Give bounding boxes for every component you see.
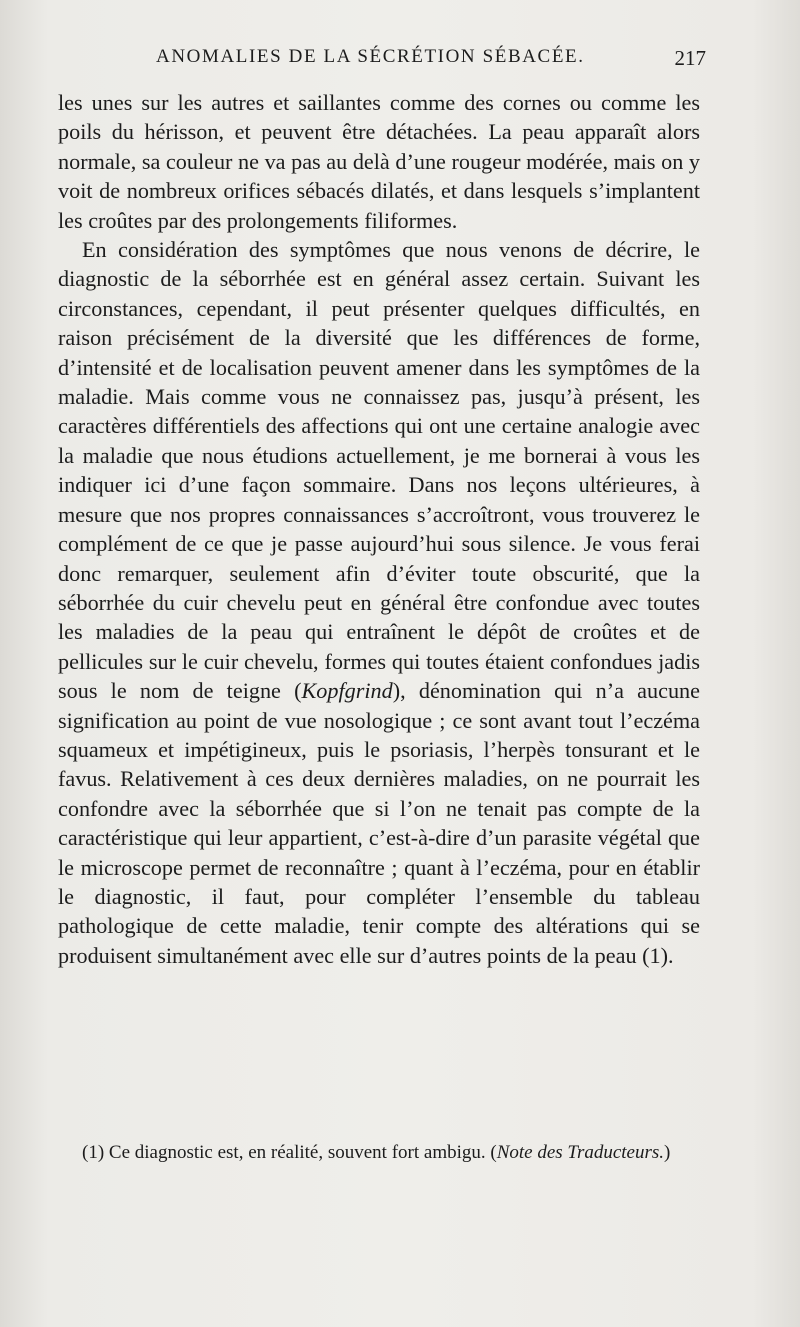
footnote-body: (1) Ce diagnostic est, en réalité, souvent fort ambigu. (	[82, 1142, 497, 1163]
paragraph-text: En considération des symptômes que nous venons de décrire, le diagnostic de la séborrhée est en général assez certain. Suivant les circonstances, cependant, il peut présenter quelques difficultés, en raison précisément de la diversité que les différences de forme, d’intensité et de localisation peuvent amener dans les symptômes de la maladie. Mais comme vous ne connaissez pas, jusqu’à présent, les caractères différentiels des affections qui ont une certaine analogie avec la maladie que nous étudions actuellement, je me bornerai à vous les indiquer ici d’une façon sommaire. Dans nos leçons ultérieures, à mesure que nos propres connaissances s’accroîtront, vous trouverez le complément de ce que je passe aujourd’hui sous silence. Je vous ferai donc remarquer, seulement afin d’éviter toute obscurité, que la séborrhée du cuir chevelu peut en général être confondue avec toutes les maladies de la peau qui entraînent le dépôt de croûtes et de pellicules sur le cuir chevelu, formes qui toutes étaient confondues jadis sous le nom de teigne (	[58, 237, 700, 704]
footnote-text	[58, 1140, 700, 1165]
paragraph: les unes sur les autres et saillantes comme des cornes ou comme les poils du hérisson, et peuvent être détachées. La peau apparaît alors normale, sa couleur ne va pas au delà d’une rougeur modérée, mais on y voit de nombreux orifices sébacés dilatés, et dans lesquels s’implantent les croûtes par des prolongements filiformes.	[58, 90, 700, 233]
italic-term: Kopfgrind	[301, 678, 393, 704]
chapter-title: ANOMALIES DE LA SÉCRÉTION SÉBACÉE.	[156, 46, 585, 67]
footnote	[58, 1140, 700, 1165]
footnote-italic: Note des Traducteurs.	[496, 1142, 665, 1163]
paragraph-text: ), dénomination qui n’a aucune signification au point de vue nosologique ; ce sont avant tout l’eczéma squameux et impétigineux, puis le psoriasis, l’herpès tonsurant et le favus. Relativement à ces deux dernières maladies, on ne pourrait les confondre avec la séborrhée que si l’on ne tenait pas compte de la caractéristique qui leur appartient, c’est-à-dire d’un parasite végétal que le microscope permet de reconnaître ; quant à l’eczéma, pour en établir le diagnostic, il faut, pour compléter l’ensemble du tableau pathologique de cette maladie, tenir compte des altérations qui se produisent simultanément avec elle sur d’autres points de la peau (1).	[58, 678, 700, 968]
page-number: 217	[674, 46, 706, 70]
paragraph	[58, 235, 700, 970]
running-head	[58, 46, 706, 76]
footnote-end: )	[664, 1142, 671, 1163]
body-text	[58, 88, 700, 970]
